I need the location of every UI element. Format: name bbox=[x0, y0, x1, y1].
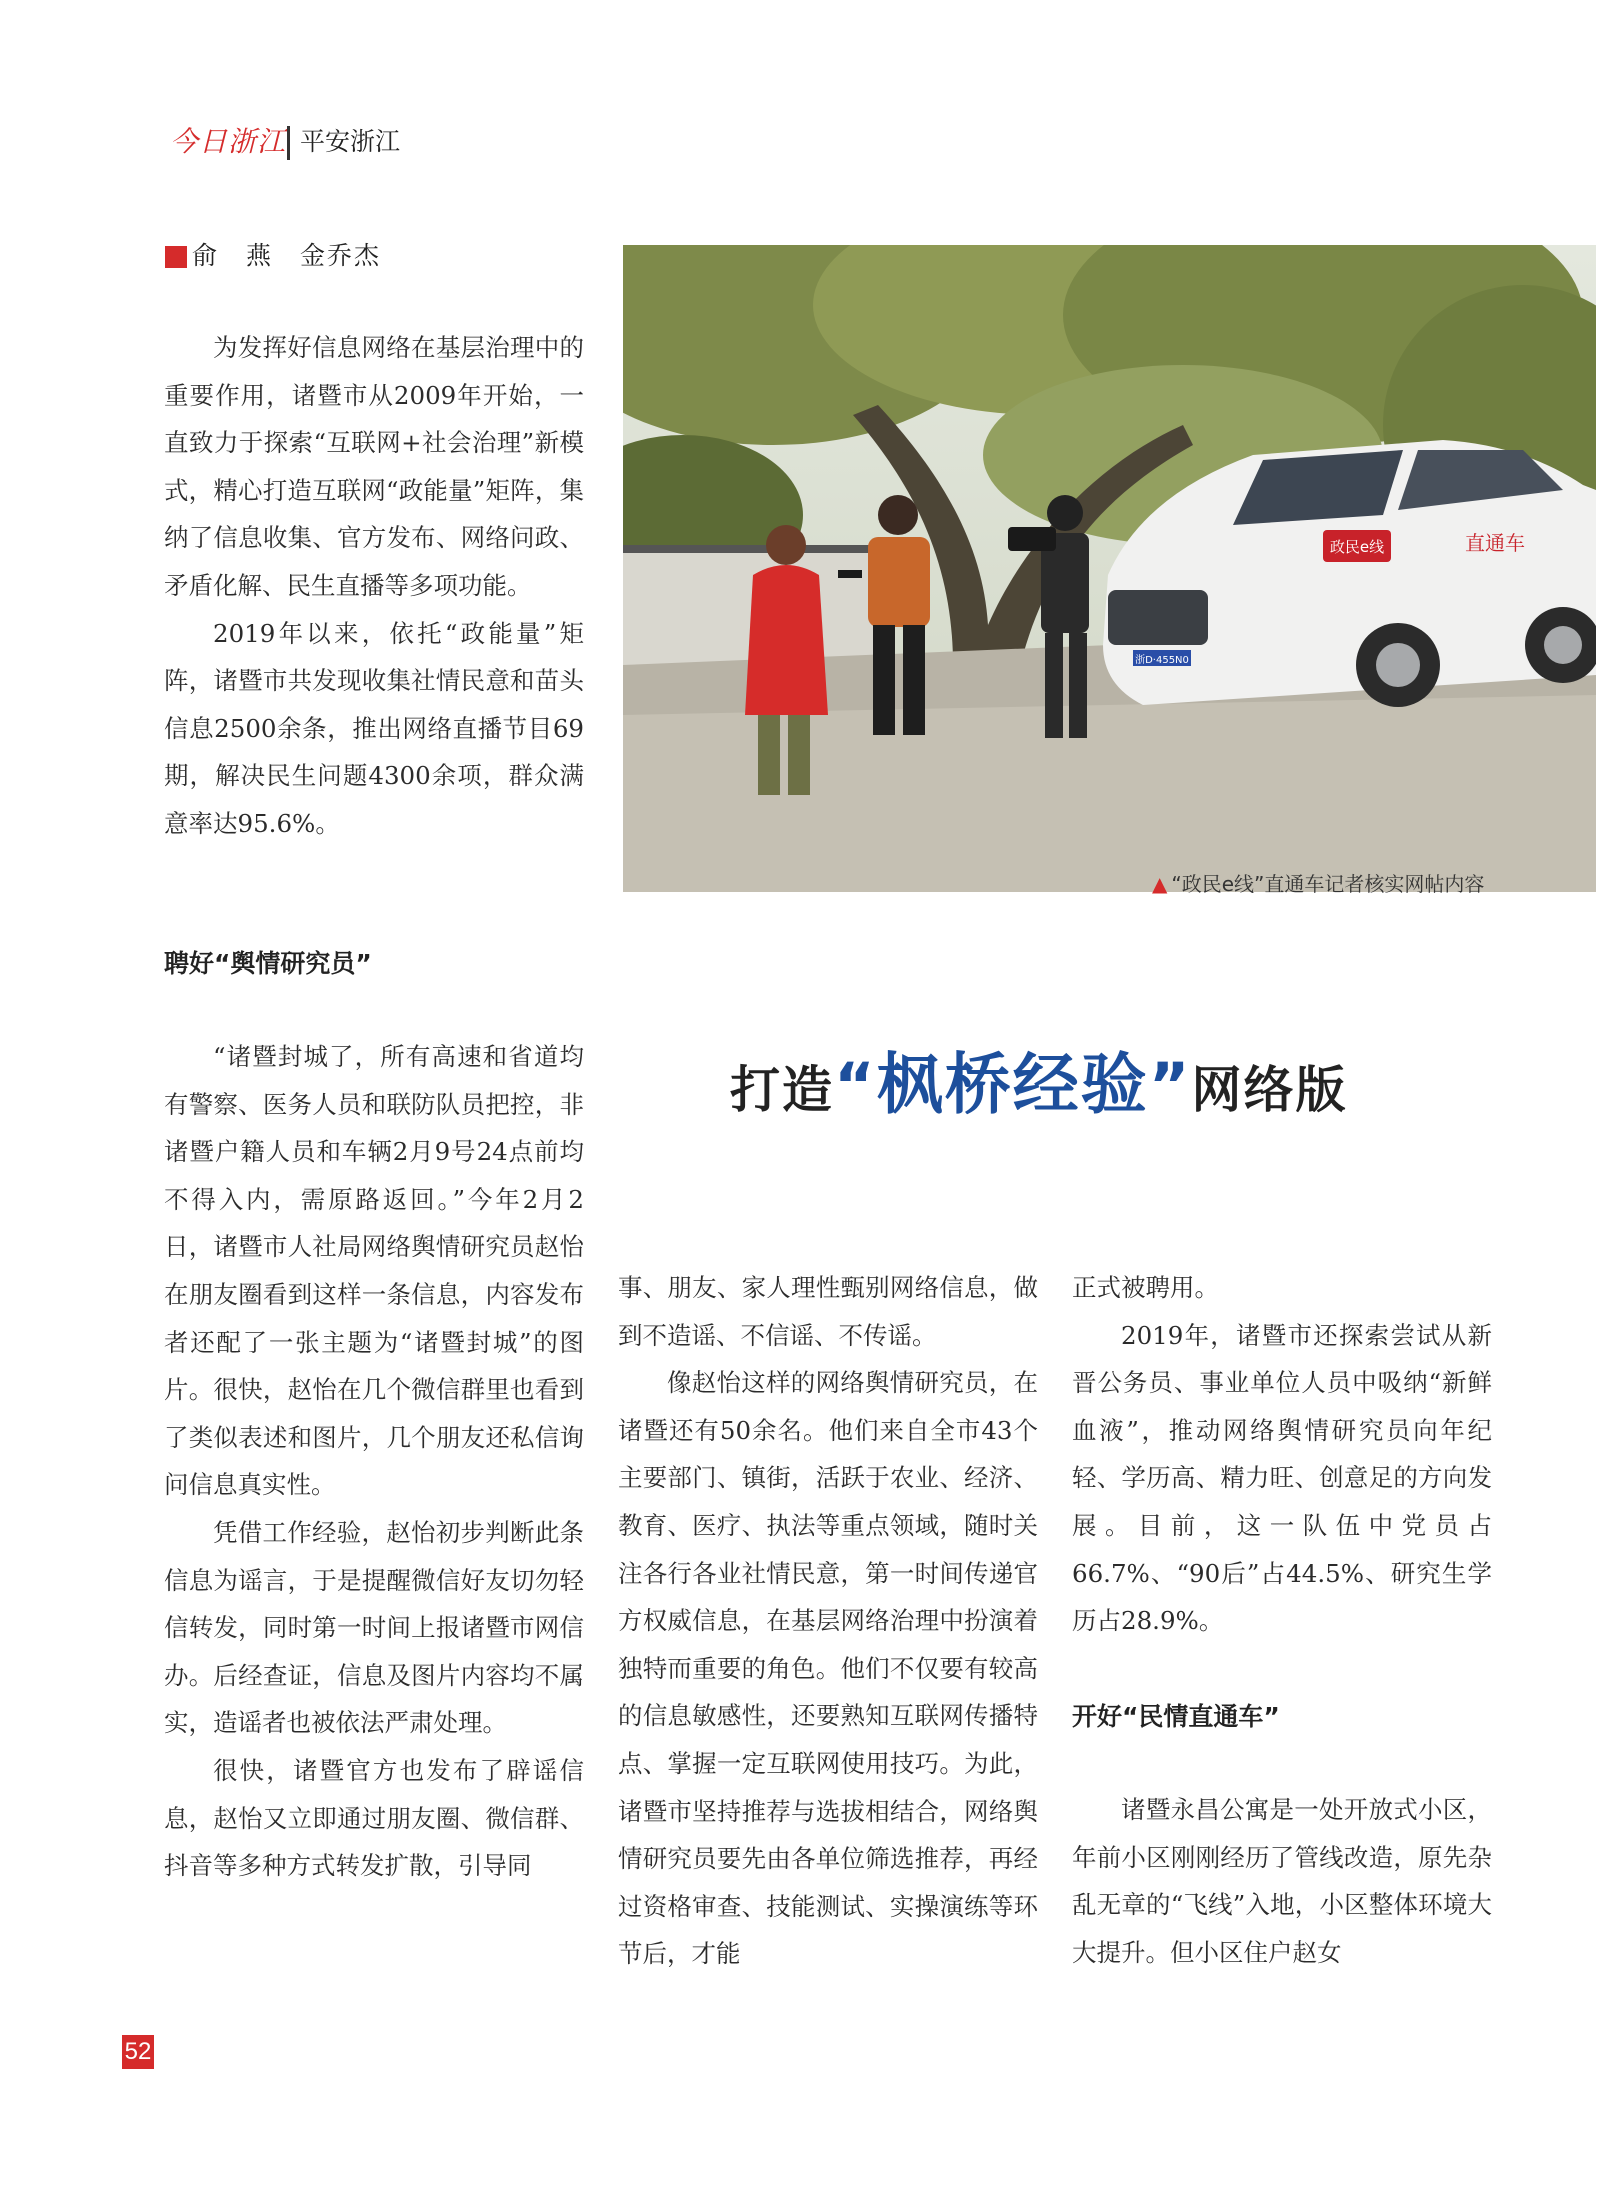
license-plate: 浙D·455N0 bbox=[1135, 655, 1189, 666]
middle-paragraph-1: 事、朋友、家人理性甄别网络信息，做到不造谣、不信谣、不传谣。 bbox=[618, 1273, 1038, 1350]
caption-triangle-icon: ▲ bbox=[1152, 872, 1168, 896]
right-paragraph-3: 诸暨永昌公寓是一处开放式小区，年前小区刚刚经历了管线改造，原先杂乱无章的“飞线”入地，小区整体环境大大提升。但小区住户赵女 bbox=[1072, 1795, 1492, 1967]
right-paragraph-2: 2019年，诸暨市还探索尝试从新晋公务员、事业单位人员中吸纳“新鲜血液”，推动网络舆情研究员向年纪轻、学历高、精力旺、创意足的方向发展。目前，这一队伍中党员占66.7%、“90后”占44.5%、研究生学历占28.9%。 bbox=[1072, 1320, 1492, 1636]
section2-heading-wrap bbox=[1072, 1693, 1492, 1741]
middle-paragraph-2: 像赵怡这样的网络舆情研究员，在诸暨还有50余名。他们来自全市43个主要部门、镇街，活跃于农业、经济、教育、医疗、执法等重点领域，随时关注各行各业社情民意，第一时间传递官方权威信息，在基层网络治理中扮演着独特而重要的角色。他们不仅要有较高的信息敏感性，还要熟知互联网传播特点、掌握一定互联网使用技巧。为此，诸暨市坚持推荐与选拔相结合，网络舆情研究员要先由各单位筛选推荐，再经过资格审查、技能测试、实操演练等环节后，才能 bbox=[618, 1368, 1038, 1969]
right-column-top bbox=[1072, 1264, 1492, 1645]
title-quote-open: “ bbox=[834, 1049, 877, 1122]
photo-caption: “政民e线”直通车记者核实网帖内容 bbox=[1171, 872, 1485, 896]
article-photo bbox=[623, 245, 1596, 892]
title-highlight: 枫桥经验 bbox=[876, 1046, 1149, 1123]
intro-paragraph-1: 为发挥好信息网络在基层治理中的重要作用，诸暨市从2009年开始，一直致力于探索“互联网+社会治理”新模式，精心打造互联网“政能量”矩阵，集纳了信息收集、官方发布、网络问政、矛盾化解、民生直播等多项功能。 bbox=[164, 333, 584, 600]
intro-paragraph-2: 2019年以来，依托“政能量”矩阵，诸暨市共发现收集社情民意和苗头信息2500余条，推出网络直播节目69期，解决民生问题4300余项，群众满意率达95.6%。 bbox=[164, 618, 584, 838]
section1-heading-wrap bbox=[164, 940, 584, 988]
magazine-logo: 今日浙江 bbox=[170, 125, 287, 158]
middle-column bbox=[618, 1264, 1038, 1978]
photo-illustration bbox=[623, 245, 1596, 892]
left-body-column bbox=[164, 1033, 584, 1890]
section1-heading: 聘好“舆情研究员” bbox=[164, 949, 372, 978]
article-title bbox=[730, 1046, 1348, 1125]
title-quote-close: ” bbox=[1148, 1049, 1192, 1122]
right-paragraph-1: 正式被聘用。 bbox=[1072, 1273, 1219, 1302]
title-suffix: 网络版 bbox=[1191, 1061, 1348, 1119]
car-side-text: 直通车 bbox=[1465, 531, 1525, 555]
section1-paragraph-1: “诸暨封城了，所有高速和省道均有警察、医务人员和联防队员把控，非诸暨户籍人员和车辆2月9号24点前均不得入内，需原路返回。”今年2月2日，诸暨市人社局网络舆情研究员赵怡在朋友圈看到这样一条信息，内容发布者还配了一张主题为“诸暨封城”的图片。很快，赵怡在几个微信群里也看到了类似表述和图片，几个朋友还私信询问信息真实性。 bbox=[164, 1042, 584, 1500]
byline-authors: 俞 燕 金乔杰 bbox=[192, 241, 382, 270]
title-prefix: 打造 bbox=[730, 1061, 834, 1119]
header-divider bbox=[287, 126, 290, 160]
section-label: 平安浙江 bbox=[300, 127, 401, 156]
intro-column bbox=[164, 324, 584, 848]
section2-heading: 开好“民情直通车” bbox=[1072, 1702, 1280, 1731]
byline-marker bbox=[165, 246, 187, 268]
right-column-bottom bbox=[1072, 1786, 1492, 1976]
section1-paragraph-3: 很快，诸暨官方也发布了辟谣信息，赵怡又立即通过朋友圈、微信群、抖音等多种方式转发扩散，引导同 bbox=[164, 1755, 584, 1881]
page-number: 52 bbox=[122, 2035, 154, 2069]
section1-paragraph-2: 凭借工作经验，赵怡初步判断此条信息为谣言，于是提醒微信好友切勿轻信转发，同时第一时间上报诸暨市网信办。后经查证，信息及图片内容均不属实，造谣者也被依法严肃处理。 bbox=[164, 1517, 584, 1738]
photo-caption-wrap bbox=[1152, 870, 1484, 898]
car-badge-text: 政民e线 bbox=[1329, 538, 1385, 556]
